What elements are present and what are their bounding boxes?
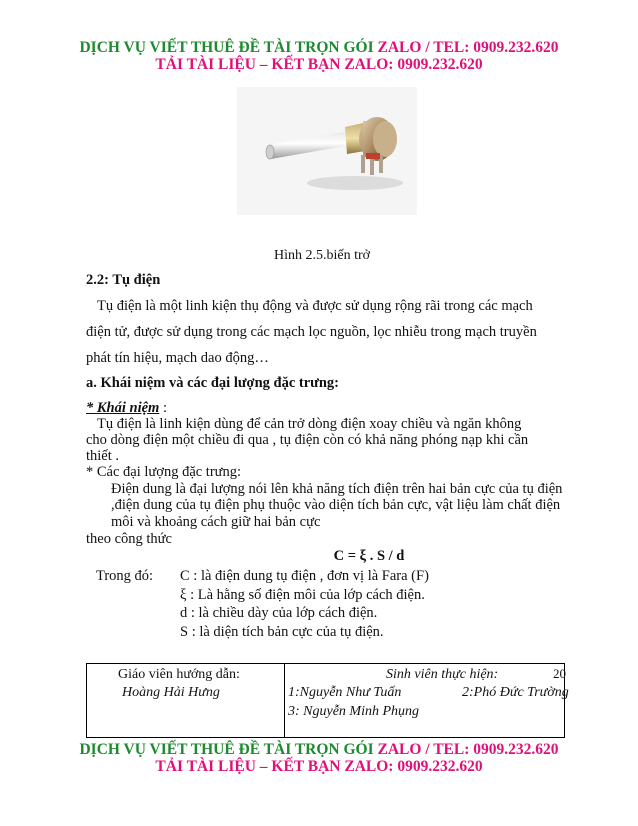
advisor-name: Hoàng Hải Hưng bbox=[122, 685, 220, 700]
intro-line-1: Tụ điện là một linh kiện thụ động và được sử dụng rộng rãi trong các mạch bbox=[97, 298, 533, 314]
header-banner-line1 bbox=[0, 39, 638, 57]
section-heading: 2.2: Tụ điện bbox=[86, 272, 161, 288]
where-label: Trong đó: bbox=[96, 568, 154, 584]
footer-banner-contact-text: ZALO / TEL: 0909.232.620 bbox=[377, 741, 559, 758]
figure-caption: Hình 2.5.biến trở bbox=[274, 248, 371, 263]
concept-line-1: Tụ điện là linh kiện dùng để cản trở dòng điện xoay chiều và ngăn không bbox=[97, 416, 522, 432]
subsection-heading: a. Khái niệm và các đại lượng đặc trưng: bbox=[86, 375, 339, 391]
banner-contact-text: ZALO / TEL: 0909.232.620 bbox=[377, 39, 559, 56]
where-item-2: ξ : Là hằng số điện môi của lớp cách điện. bbox=[180, 587, 425, 603]
quantities-line-1: Điện dung là đại lượng nói lên khả năng tích điện trên hai bản cực của tụ điện bbox=[111, 481, 563, 497]
quantities-label: * Các đại lượng đặc trưng: bbox=[86, 464, 242, 480]
potentiometer-image bbox=[237, 87, 417, 215]
quantities-line-3: môi và khoảng cách giữ hai bản cực bbox=[111, 514, 321, 530]
header-banner-line2: TẢI TÀI LIỆU – KẾT BẠN ZALO: 0909.232.620 bbox=[155, 56, 483, 73]
student-2: 2:Phó Đức Trường bbox=[462, 685, 569, 700]
intro-line-3: phát tín hiệu, mạch dao động… bbox=[86, 350, 269, 366]
capacitance-formula: C = ξ . S / d bbox=[333, 548, 405, 564]
advisor-label: Giáo viên hướng dẫn: bbox=[118, 667, 240, 682]
students-label: Sinh viên thực hiện: bbox=[386, 667, 499, 682]
where-item-1: C : là điện dung tụ điện , đơn vị là Fara (F) bbox=[180, 568, 429, 584]
footer-table-divider bbox=[284, 664, 285, 737]
where-item-3: d : là chiều dày của lớp cách điện. bbox=[180, 605, 378, 621]
quantities-line-2: ,điện dung của tụ điện phụ thuộc vào diện tích bản cực, vật liệu làm chất điện bbox=[111, 497, 561, 513]
footer-banner-service-text: DỊCH VỤ VIẾT THUÊ ĐỀ TÀI TRỌN GÓI bbox=[79, 741, 374, 758]
footer-table bbox=[86, 663, 569, 738]
page-number: 20 bbox=[553, 666, 566, 681]
concept-label: * Khái niệm bbox=[86, 400, 160, 416]
concept-line-3: thiết . bbox=[86, 448, 120, 464]
concept-colon: : bbox=[159, 400, 167, 416]
banner-service-text: DỊCH VỤ VIẾT THUÊ ĐỀ TÀI TRỌN GÓI bbox=[79, 39, 374, 56]
student-1: 1:Nguyễn Như Tuấn bbox=[288, 685, 402, 700]
concept-label-line bbox=[86, 400, 167, 417]
footer-banner-line2: TẢI TÀI LIỆU – KẾT BẠN ZALO: 0909.232.620 bbox=[155, 758, 483, 775]
footer-banner-line1 bbox=[0, 741, 638, 759]
concept-line-2: cho dòng điện một chiều đi qua , tụ điện còn có khả năng phóng nạp khi cần bbox=[86, 432, 529, 448]
student-3: 3: Nguyễn Minh Phụng bbox=[288, 704, 420, 719]
intro-line-2: điện tử, được sử dụng trong các mạch lọc nguồn, lọc nhiễu trong mạch truyền bbox=[86, 324, 537, 340]
formula-intro: theo công thức bbox=[86, 531, 172, 547]
where-item-4: S : là diện tích bản cực của tụ điện. bbox=[180, 624, 384, 640]
potentiometer-photo bbox=[237, 87, 417, 215]
